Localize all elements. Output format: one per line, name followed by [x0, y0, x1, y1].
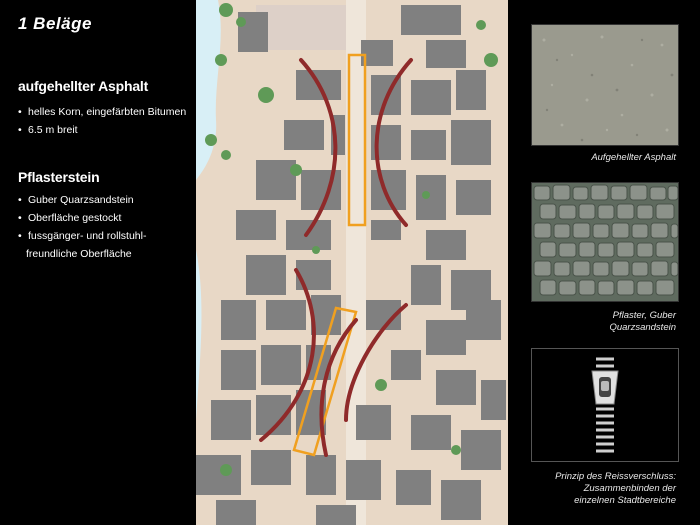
- river-area: [196, 0, 221, 180]
- asphalt-texture-swatch: [531, 24, 679, 146]
- list-item: • Guber Quarzsandstein: [18, 194, 134, 206]
- pflaster-texture-image: [532, 183, 678, 301]
- pflaster-caption-line1: Pflaster, Guber: [612, 310, 676, 321]
- asphalt-texture-image: [532, 25, 678, 145]
- site-plan-map: [196, 0, 508, 525]
- list-item: • 6.5 m breit: [18, 124, 78, 136]
- pflaster-bullet-list: [18, 191, 146, 263]
- pflaster-caption-line2: Quarzsandstein: [609, 322, 676, 333]
- asphalt-heading: aufgehellter Asphalt: [18, 78, 149, 94]
- zipper-caption-line2: Zusammenbinden der: [583, 483, 676, 494]
- zipper-caption: [555, 471, 676, 507]
- site-plan-drawing: [196, 0, 508, 525]
- asphalt-caption: Aufgehellter Asphalt: [591, 152, 676, 163]
- zipper-caption-line1: Prinzip des Reissverschluss:: [555, 471, 676, 482]
- river-area: [196, 250, 201, 420]
- pflaster-texture-swatch: [531, 182, 679, 302]
- list-item: • Oberfläche gestockt: [18, 212, 122, 224]
- zipper-caption-line3: einzelnen Stadtbereiche: [574, 495, 676, 506]
- list-item: • fussgänger- und rollstuhl-: [18, 230, 147, 242]
- pflaster-caption: [609, 310, 676, 334]
- pflaster-heading: Pflasterstein: [18, 169, 100, 185]
- plaza-area: [256, 5, 346, 50]
- asphalt-bullet-list: [18, 103, 186, 139]
- list-item: • helles Korn, eingefärbten Bitumen: [18, 106, 187, 118]
- page-title: 1 Beläge: [18, 14, 92, 33]
- zipper-image-frame: [531, 348, 679, 462]
- list-item-continuation: freundliche Oberfläche: [26, 248, 132, 260]
- zipper-icon: [532, 349, 678, 461]
